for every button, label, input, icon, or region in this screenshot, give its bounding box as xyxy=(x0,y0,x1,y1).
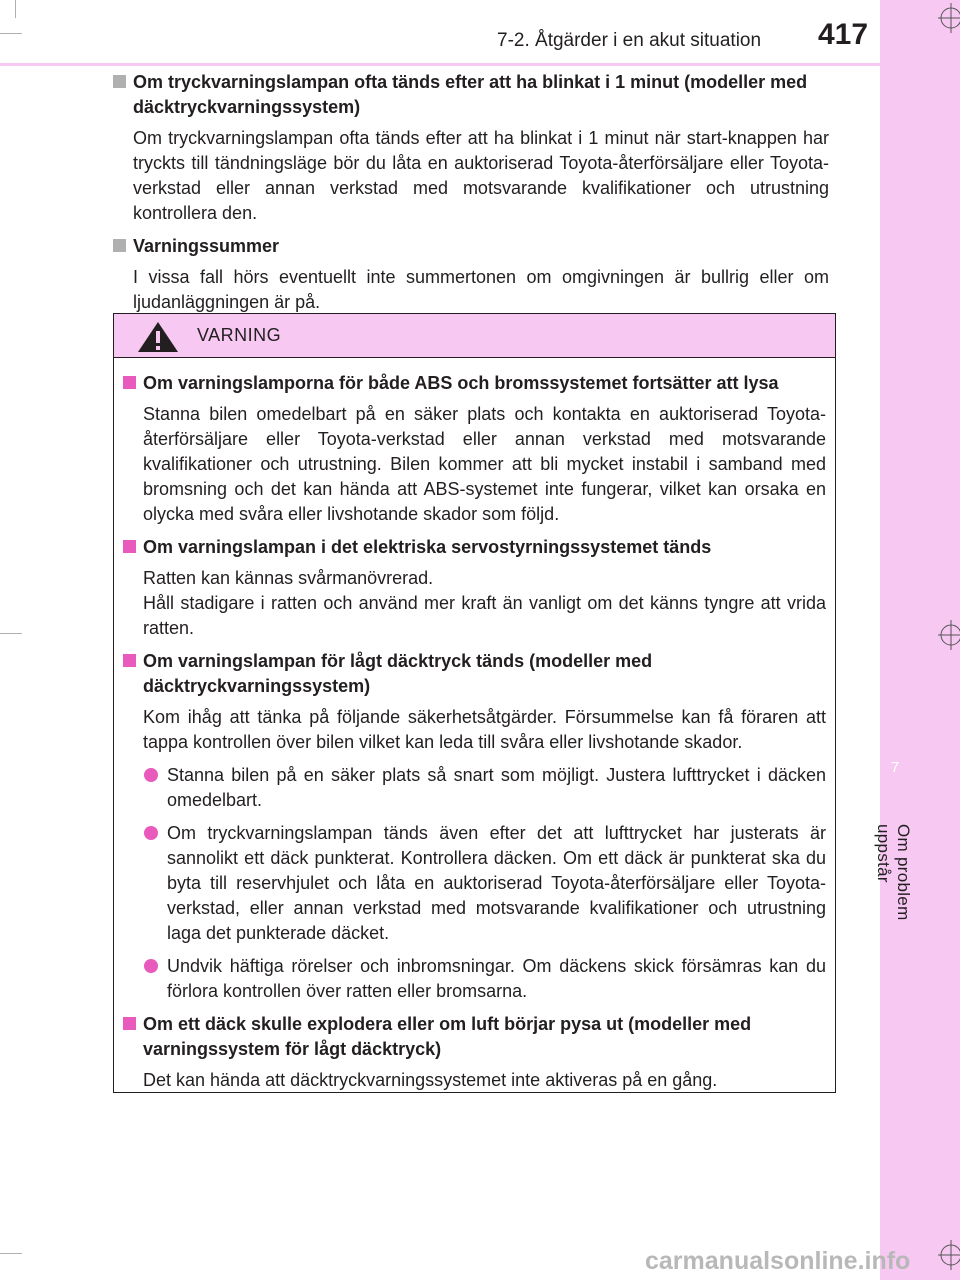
warning-item-heading-text: Om ett däck skulle explodera eller om luft börjar pysa ut (modeller med varningssystem för lågt däcktryck) xyxy=(143,1014,752,1059)
warning-item-line: Håll stadigare i ratten och använd mer kraft än vanligt om det känns tyngre att vrida ratten. xyxy=(143,593,826,638)
warning-item-heading-text: Om varningslampan i det elektriska servostyrningssystemet tänds xyxy=(143,537,712,557)
warning-item-heading-text: Om varningslamporna för både ABS och bromssystemet fortsätter att lysa xyxy=(143,373,779,393)
warning-item-heading xyxy=(123,371,826,396)
square-bullet-icon xyxy=(123,376,136,389)
main-content xyxy=(113,70,829,323)
list-item-text: Om tryckvarningslampan tänds även efter det att lufttrycket har justerats är sannolikt ett däck punkterat. Kontrollera däcken. Om ett däck är punkterat ska du byta till reservhjulet och låta en auktoriserad Toyota-återförsäljare eller Toyota-verkstad, eller annan verkstad med motsvarande kvalifikationer och utrustning laga det punkterade däcket. xyxy=(167,823,826,943)
list-item xyxy=(123,821,826,946)
warning-item-paragraph xyxy=(123,566,826,641)
warning-heading: VARNING xyxy=(197,325,282,345)
warning-box xyxy=(113,313,836,1093)
warning-triangle-icon xyxy=(136,320,180,354)
crop-mark xyxy=(15,0,16,18)
square-bullet-icon xyxy=(113,239,126,252)
list-item-text: Undvik häftiga rörelser och inbromsningar. Om däckens skick försämras kan du förlora kontrollen över ratten eller bromsarna. xyxy=(167,956,826,1001)
warning-item-paragraph: Det kan hända att däcktryckvarningssystemet inte aktiveras på en gång. xyxy=(143,1070,718,1090)
warning-item-paragraph: Kom ihåg att tänka på följande säkerhetsåtgärder. Försummelse kan få föraren att tappa kontrollen över bilen vilket kan leda till svåra eller livshotande skador. xyxy=(143,707,826,752)
warning-item-line: Ratten kan kännas svårmanövrerad. xyxy=(143,568,434,588)
crop-mark xyxy=(0,33,22,34)
crop-mark xyxy=(0,1253,22,1254)
round-bullet-icon xyxy=(144,826,158,840)
header-section-title: 7-2. Åtgärder i en akut situation xyxy=(497,30,762,51)
list-item xyxy=(123,954,826,1004)
square-bullet-icon xyxy=(123,540,136,553)
section-heading xyxy=(113,70,829,120)
warning-item-heading-text: Om varningslampan för lågt däcktryck tänds (modeller med däcktryckvarningssystem) xyxy=(143,651,653,696)
warning-item-heading xyxy=(123,1012,826,1062)
watermark: carmanualsonline.info xyxy=(645,1247,911,1275)
list-item xyxy=(123,763,826,813)
warning-header xyxy=(114,314,835,358)
warning-item-heading xyxy=(123,649,826,699)
section-heading xyxy=(113,234,829,259)
square-bullet-icon xyxy=(113,75,126,88)
section-paragraph: Om tryckvarningslampan ofta tänds efter att ha blinkat i 1 minut när start-knappen har tryckts till tändningsläge bör du låta en auktoriserad Toyota-återförsäljare eller Toyota-verkstad eller annan verkstad med motsvarande kvalifikationer och utrustning kontrollera den. xyxy=(133,128,829,223)
warning-item-paragraph: Stanna bilen omedelbart på en säker plats och kontakta en auktoriserad Toyota-återförsäljare eller Toyota-verkstad eller annan verkstad med motsvarande kvalifikationer och utrustning. Bilen kommer att bli mycket instabil i samband med bromsning och det kan hända att ABS-systemet inte fungerar, vilket kan orsaka en olycka med svåra eller livshotande skador som följd. xyxy=(143,404,826,524)
warning-item-heading xyxy=(123,535,826,560)
registration-mark-icon xyxy=(938,3,960,33)
registration-mark-icon xyxy=(938,620,960,650)
list-item-text: Stanna bilen på en säker plats så snart som möjligt. Justera lufttrycket i däcken omedelbart. xyxy=(167,765,826,810)
square-bullet-icon xyxy=(123,1017,136,1030)
chapter-number: 7 xyxy=(890,759,900,776)
section-paragraph: I vissa fall hörs eventuellt inte summertonen om omgivningen är bullrig eller om ljudanläggningen är på. xyxy=(133,267,829,312)
square-bullet-icon xyxy=(123,654,136,667)
section-heading-text: Om tryckvarningslampan ofta tänds efter att ha blinkat i 1 minut (modeller med däcktryckvarningssystem) xyxy=(133,72,808,117)
header-rule xyxy=(0,63,880,66)
page-number: 417 xyxy=(818,18,869,51)
crop-mark xyxy=(0,633,22,634)
round-bullet-icon xyxy=(144,959,158,973)
registration-mark-icon xyxy=(938,1240,960,1270)
section-heading-text: Varningssummer xyxy=(133,236,280,256)
round-bullet-icon xyxy=(144,768,158,782)
warning-content xyxy=(123,371,826,1101)
chapter-title: Om problem uppstår xyxy=(874,824,913,921)
